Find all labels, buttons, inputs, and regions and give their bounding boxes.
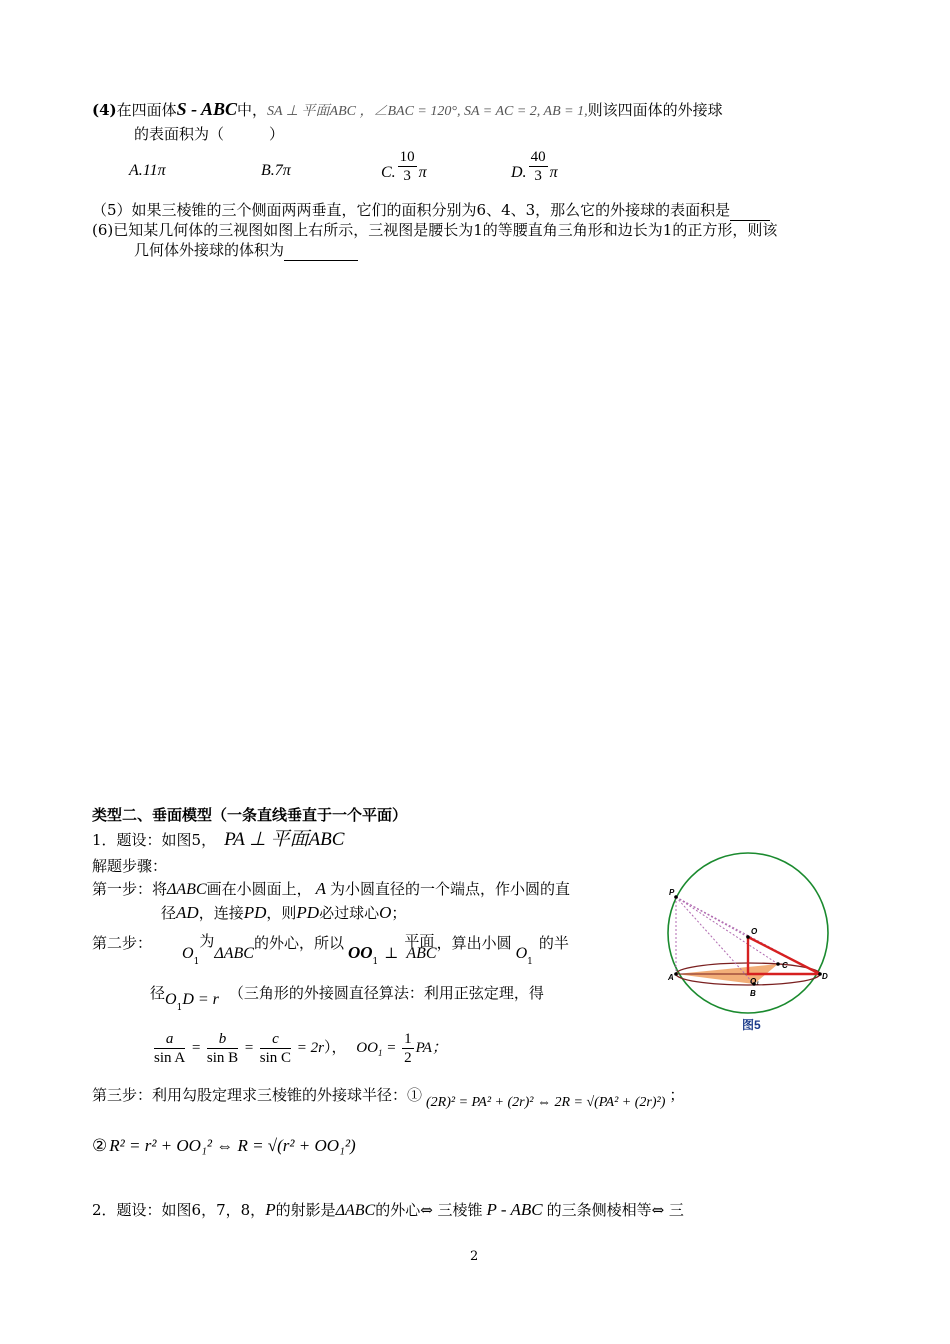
q4-tetra: S - ABC	[176, 99, 238, 119]
q5-text: （5）如果三棱锥的三个侧面两两垂直，它们的面积分别为6、4、3，那么它的外接球的表面积是	[92, 201, 731, 219]
q4-line2: 的表面积为（ ）	[134, 125, 285, 143]
q4-condition: SA ⊥ 平面ABC ，∠BAC = 120°, SA = AC = 2, AB = 1,	[267, 104, 588, 119]
step1-line1: 第一步：将ΔABC画在小圆面上， A 为小圆直径的一个端点，作小圆的直	[92, 879, 571, 898]
option-a: A.11π	[129, 162, 166, 179]
q4-number: (4)	[92, 101, 117, 119]
label-p: P	[669, 888, 675, 897]
q6-line2: 几何体外接球的体积为	[134, 240, 358, 261]
option-d: D. $\frac{40}{3}$ π	[511, 149, 558, 184]
label-c: C	[782, 961, 788, 970]
s2-line: 2．题设：如图6，7，8，P的射影是ΔABC的外心⇔ 三棱锥 P - ABC 的三条侧棱相等⇔ 三	[92, 1200, 684, 1219]
q6-line1: (6)已知某几何体的三视图如图上右所示，三视图是腰长为1的等腰直角三角形和边长为1的正方形，则该	[92, 221, 778, 239]
label-o: O	[751, 927, 758, 936]
step2-line2: 径$O_1D = r$ （三角形的外接圆直径算法：利用正弦定理，得	[150, 984, 544, 1013]
step1-line2: 径AD，连接PD，则PD必过球心O；	[161, 903, 407, 922]
formula2-line: ② R² = r² + OO₁² ⇔ R = √(r² + OO₁²)	[92, 1136, 356, 1156]
q5-line	[92, 200, 770, 221]
edge-po	[676, 897, 748, 937]
q6-blank	[284, 240, 358, 261]
option-c: C. $\frac{10}{3}$ π	[381, 149, 427, 184]
sine-law: $\frac{a}{\text{sin A}}$ = $\frac{b}{\text{sin B}}$ = $\frac{c}{\text{sin C}}$ = 2r）， $OO_1$ = $\frac{1}{2}$ PA；	[154, 1031, 447, 1066]
figure-5	[660, 850, 840, 1040]
step3-line: 第三步：利用勾股定理求三棱锥的外接球半径：① (2R)² = PA² + (2r)² ⇔ 2R = √(PA² + (2r)²) ；	[92, 1086, 685, 1110]
s1-line: 1．题设：如图5， PA ⊥ 平面ABC	[92, 829, 345, 850]
label-d: D	[822, 972, 828, 981]
q4-text-d: 则该四面体的外接球	[587, 101, 723, 119]
label-o1: O₁	[750, 977, 760, 986]
page-number: 2	[470, 1249, 479, 1264]
label-a: A	[668, 973, 674, 982]
step2-line1: 第二步：$O_1$为ΔABC的外心，所以 $OO_1$ ⊥平面ABC，算出小圆$O_1$的半	[92, 932, 569, 967]
sphere-circle	[668, 853, 828, 1013]
q4-line1	[92, 99, 723, 122]
steps-label: 解题步骤：	[92, 857, 168, 875]
option-b: B.7π	[261, 162, 291, 179]
s1-math: PA ⊥ 平面ABC	[224, 829, 345, 850]
q5-blank	[730, 200, 770, 221]
figure-caption: 图5	[742, 1018, 761, 1032]
section-title: 类型二、垂面模型（一条直线垂直于一个平面）	[92, 806, 408, 824]
label-b: B	[750, 989, 756, 998]
q4-text-c: 中，	[237, 101, 268, 119]
q4-text-a: 在四面体	[116, 101, 177, 119]
